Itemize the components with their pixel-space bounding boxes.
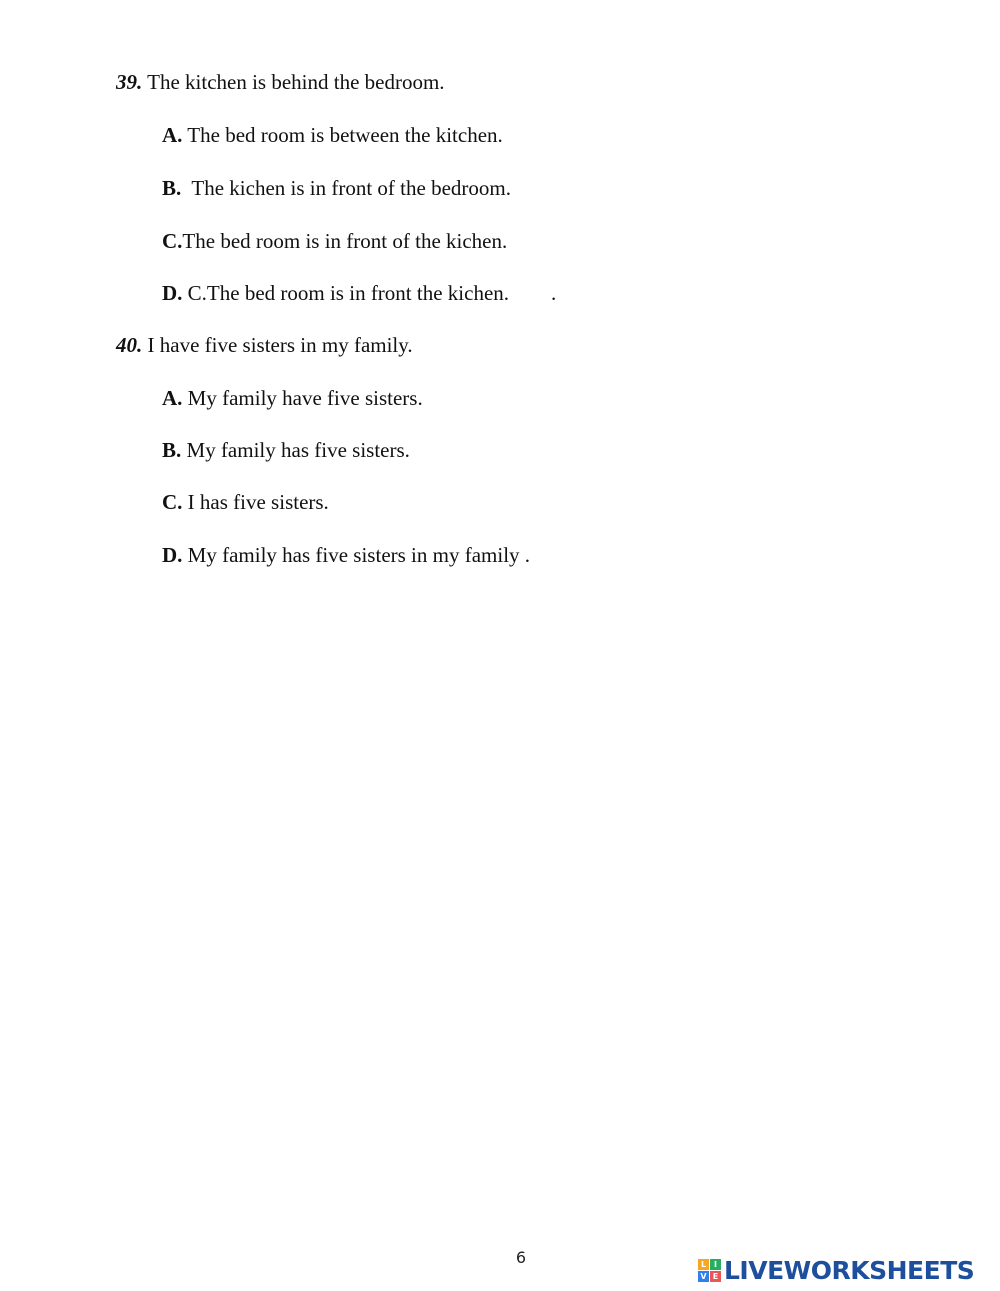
logo-mark-cell: I (710, 1259, 721, 1270)
option-letter: D. (162, 281, 183, 305)
option-letter: B. (162, 438, 182, 462)
option-39-b[interactable] (162, 175, 511, 201)
option-40-c[interactable] (162, 489, 329, 515)
option-text: My family has five sisters in my family . (182, 543, 531, 567)
option-text: My family has five sisters. (181, 438, 410, 462)
option-letter: D. (162, 543, 183, 567)
option-40-a[interactable] (162, 385, 423, 411)
logo-mark-cell: L (698, 1259, 709, 1270)
option-text: I has five sisters. (182, 490, 329, 514)
option-text: The bed room is in front of the kichen. (182, 229, 508, 253)
logo-mark-cell: V (698, 1271, 709, 1282)
option-text: My family have five sisters. (182, 386, 423, 410)
option-letter: C. (162, 229, 183, 253)
logo-text: LIVEWORKSHEETS (724, 1255, 975, 1285)
option-letter: B. (162, 176, 182, 200)
option-39-d[interactable] (162, 280, 556, 306)
option-text: The bed room is between the kitchen. (182, 123, 503, 147)
question-39 (116, 69, 445, 95)
logo-mark-icon (698, 1259, 721, 1282)
question-prompt: The kitchen is behind the bedroom. (142, 70, 445, 94)
question-40 (116, 332, 413, 358)
option-40-b[interactable] (162, 437, 410, 463)
option-letter: A. (162, 123, 183, 147)
option-39-a[interactable] (162, 122, 503, 148)
question-number: 40. (116, 333, 143, 357)
option-text: The kichen is in front of the bedroom. (181, 176, 511, 200)
option-text: C.The bed room is in front the kichen. . (182, 281, 557, 305)
liveworksheets-logo[interactable] (698, 1254, 974, 1286)
logo-mark-cell: E (710, 1271, 721, 1282)
question-number: 39. (116, 70, 143, 94)
page-number: 6 (515, 1248, 527, 1267)
option-39-c[interactable] (162, 228, 507, 254)
question-prompt: I have five sisters in my family. (142, 333, 413, 357)
option-letter: A. (162, 386, 183, 410)
option-letter: C. (162, 490, 183, 514)
option-40-d[interactable] (162, 542, 530, 568)
